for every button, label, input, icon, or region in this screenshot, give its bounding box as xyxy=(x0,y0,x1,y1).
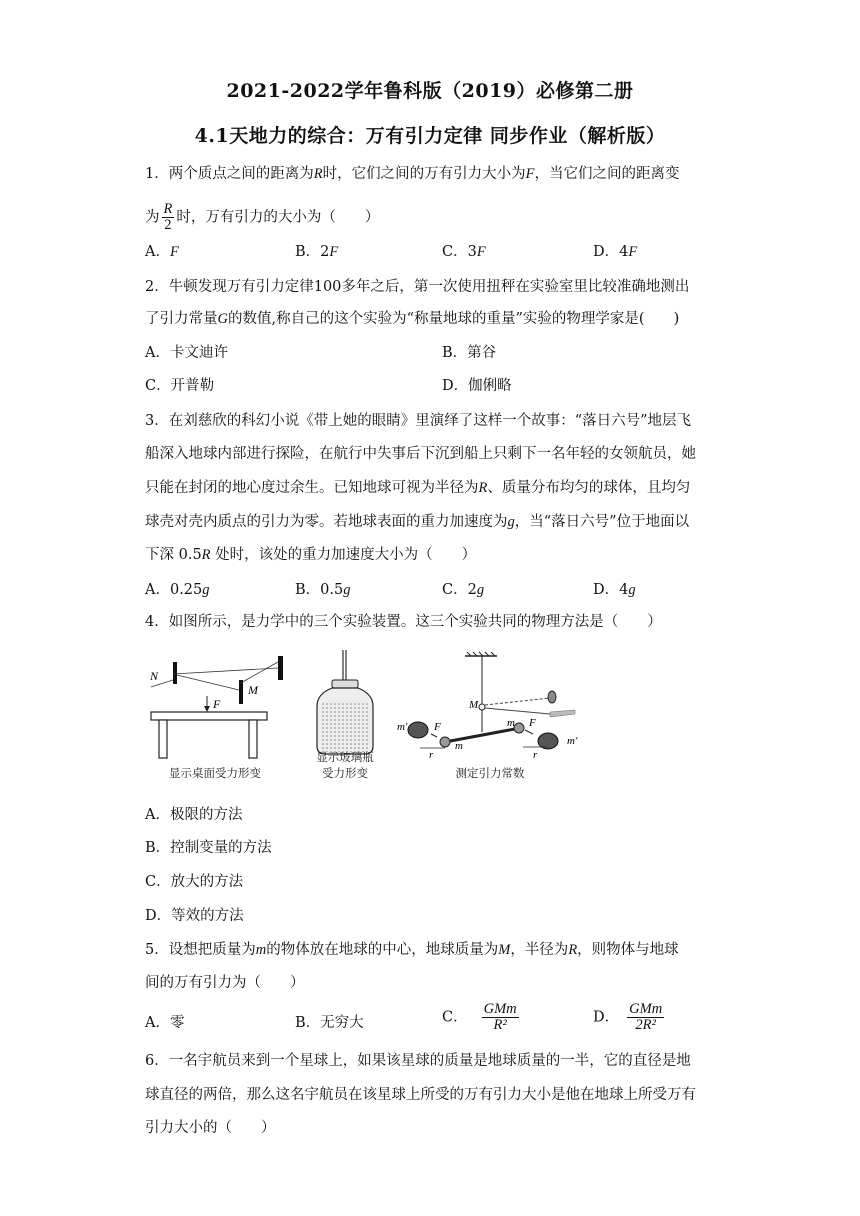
q5-option-b: B．无穷大 xyxy=(295,1015,364,1031)
caption-cavendish: 测定引力常数 xyxy=(455,766,525,780)
q4-option-a: A．极限的方法 xyxy=(145,807,243,823)
fraction-r-over-2: $\frac{R}{2}$ xyxy=(163,201,173,233)
q4-option-d: D．等效的方法 xyxy=(145,908,244,924)
question-6-line-1: 6．一名宇航员来到一个星球上，如果该星球的质量是地球质量的一半，它的直径是地 xyxy=(145,1053,691,1069)
question-3-line-3: 只能在封闭的地心度过余生。已知地球可视为半径为R、质量分布均匀的球体，且均匀 xyxy=(145,480,691,496)
label-f-right: F xyxy=(529,717,536,729)
question-2-line-2: 了引力常量G的数值,称自己的这个实验为“称量地球的重量”实验的物理学家是( ) xyxy=(145,311,680,327)
q1-option-a: A．F xyxy=(145,244,179,260)
question-5-line-1: 5．设想把质量为m的物体放在地球的中心，地球质量为M，半径为R，则物体与地球 xyxy=(145,942,679,958)
caption-bottle-1: 显示玻璃瓶 xyxy=(316,750,374,764)
question-1-line-1: 1．两个质点之间的距离为R时，它们之间的万有引力大小为F，当它们之间的距离变 xyxy=(145,166,680,182)
desk-apparatus xyxy=(149,656,283,758)
label-f: F xyxy=(213,697,221,711)
label-m-small-right: m xyxy=(507,717,515,729)
q2-option-c: C．开普勒 xyxy=(145,378,215,394)
question-2-line-1: 2．牛顿发现万有引力定律100多年之后，第一次使用扭秤在实验室里比较准确地测出 xyxy=(145,279,690,295)
question-6-line-2: 球直径的两倍，那么这名宇航员在该星球上所受的万有引力大小是他在地球上所受万有 xyxy=(145,1087,696,1103)
label-m-prime-left: m' xyxy=(397,721,408,733)
label-m-upper: M xyxy=(248,683,258,697)
caption-bottle-2: 受力形变 xyxy=(322,766,368,780)
glass-bottle-apparatus xyxy=(317,650,373,754)
question-5-line-2: 间的万有引力为（ ） xyxy=(145,975,305,991)
question-4-line-1: 4．如图所示，是力学中的三个实验装置。这三个实验共同的物理方法是（ ） xyxy=(145,614,662,630)
q1-option-b: B．2F xyxy=(295,244,339,260)
q3-option-c: C．2g xyxy=(442,582,485,598)
document-subtitle: 4.1天地力的综合：万有引力定律 同步作业（解析版） xyxy=(194,125,666,147)
experiment-figure xyxy=(145,650,615,780)
q3-option-d: D．4g xyxy=(593,582,636,598)
label-m-torsion: M xyxy=(469,699,479,711)
q2-option-d: D．伽俐略 xyxy=(442,378,512,394)
document-title: 2021-2022学年鲁科版（2019）必修第二册 xyxy=(226,80,634,102)
q4-option-b: B．控制变量的方法 xyxy=(145,840,272,856)
q2-option-b: B．第谷 xyxy=(442,345,497,361)
q3-option-b: B．0.5g xyxy=(295,582,351,598)
label-n: N xyxy=(150,669,159,683)
q4-option-c: C．放大的方法 xyxy=(145,874,244,890)
question-1-line-2: 为 $\frac{R}{2}$ 时，万有引力的大小为（ ） xyxy=(145,201,380,233)
label-f-left: F xyxy=(434,721,441,733)
caption-desk: 显示桌面受力形变 xyxy=(169,766,261,780)
label-m-small-left: m xyxy=(455,740,463,752)
question-3-line-2: 船深入地球内部进行探险，在航行中失事后下沉到船上只剩下一名年轻的女领航员，她 xyxy=(145,446,696,462)
question-3-line-5: 下深 0.5R 处时，该处的重力加速度大小为（ ） xyxy=(145,547,477,563)
q5-option-a: A．零 xyxy=(145,1015,185,1031)
label-r-right: r xyxy=(533,749,538,761)
q1-option-c: C．3F xyxy=(442,244,486,260)
label-r-left: r xyxy=(429,749,434,761)
cavendish-apparatus xyxy=(397,652,578,761)
q5-option-c: C． $\frac{\text{GMm}}{\text{R²}}$ xyxy=(442,1001,517,1033)
question-3-line-1: 3．在刘慈欣的科幻小说《带上她的眼睛》里演绎了这样一个故事：“落日六号”地层飞 xyxy=(145,413,692,429)
q1-option-d: D．4F xyxy=(593,244,638,260)
label-m-prime-right: m' xyxy=(567,735,578,747)
question-3-line-4: 球壳对壳内质点的引力为零。若地球表面的重力加速度为g，当“落日六号”位于地面以 xyxy=(145,514,690,530)
question-6-line-3: 引力大小的（ ） xyxy=(145,1120,276,1136)
q5-option-d: D． $\frac{\text{GMm}}{\text{2R²}}$ xyxy=(593,1001,663,1033)
q3-option-a: A．0.25g xyxy=(145,582,210,598)
q2-option-a: A．卡文迪许 xyxy=(145,345,228,361)
